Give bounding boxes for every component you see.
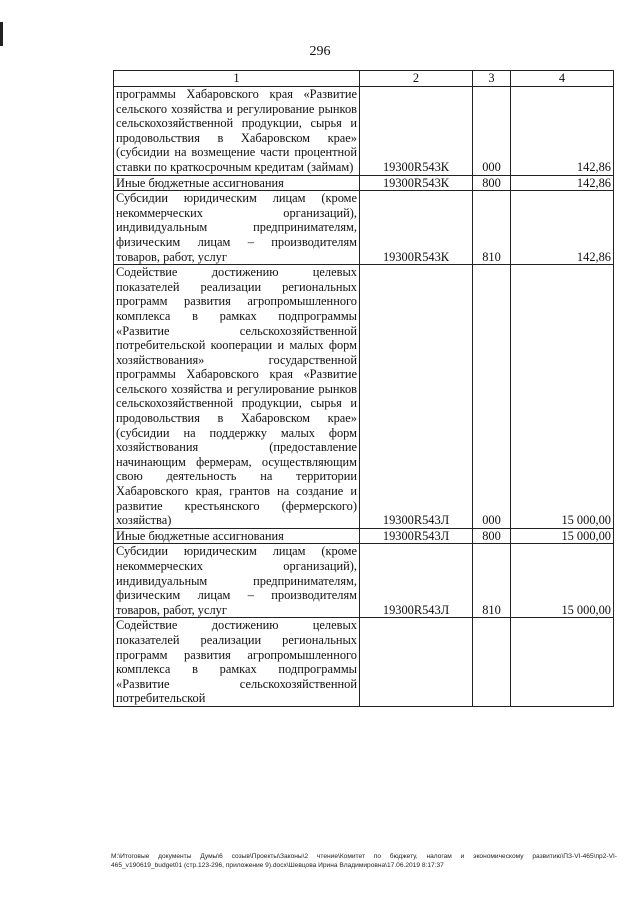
table-row xyxy=(114,618,614,707)
document-file-path-footer: М:\Итоговые документы Думы\6 созыв\Проекты\Законы\2 чтение\Комитет по бюджету, налогам и экономическому развитию\ПЗ-VI-465\пр2-VI-465_v190619_budget01 (стр.123-296, приложение 9).docx\Шевцова Ирина Владимировна\17.06.2019 8:17:37 xyxy=(111,853,617,869)
page-number: 296 xyxy=(309,44,331,59)
row-description: Содействие достижению целевых показателей реализации региональных программ развития агропромышленного комплекса в рамках подпрограммы «Развитие сельскохозяйственной потребительской кооперации и малых форм хозяйствования» государственной программы Хабаровского края «Развитие сельского хозяйства и регулирование рынков сельскохозяйственной продукции, сырья и продовольствия в Хабаровском крае» (субсидии на поддержку малых форм хозяйствования (предоставление начинающим фермерам, осуществляющим свою деятельность на территории Хабаровского края, грантов на создание и развитие крестьянского (фермерского) хозяйства) xyxy=(114,265,360,529)
row-amount xyxy=(511,618,614,707)
row-expense-type: 800 xyxy=(473,175,511,191)
scan-edge-mark xyxy=(0,22,3,46)
row-expense-type: 810 xyxy=(473,544,511,618)
row-amount: 142,86 xyxy=(511,175,614,191)
row-description: Субсидии юридическим лицам (кроме некоммерческих организаций), индивидуальным предпринимателям, физическим лицам – производителям товаров, работ, услуг xyxy=(114,191,360,265)
row-expense-type: 000 xyxy=(473,265,511,529)
column-header-description: 1 xyxy=(114,71,360,87)
row-target-code: 19300R543К xyxy=(360,191,473,265)
table-row xyxy=(114,265,614,529)
row-amount: 15 000,00 xyxy=(511,544,614,618)
row-description: Содействие достижению целевых показателей реализации региональных программ развития агропромышленного комплекса в рамках подпрограммы «Развитие сельскохозяйственной потребительской xyxy=(114,618,360,707)
row-amount: 142,86 xyxy=(511,191,614,265)
table-row xyxy=(114,191,614,265)
row-target-code: 19300R543К xyxy=(360,87,473,176)
row-target-code: 19300R543К xyxy=(360,175,473,191)
row-target-code: 19300R543Л xyxy=(360,265,473,529)
row-expense-type xyxy=(473,618,511,707)
row-expense-type: 000 xyxy=(473,87,511,176)
row-expense-type: 810 xyxy=(473,191,511,265)
row-description: программы Хабаровского края «Развитие сельского хозяйства и регулирование рынков сельскохозяйственной продукции, сырья и продовольствия в Хабаровском крае» (субсидии на возмещение части процентной ставки по краткосрочным кредитам (займам) xyxy=(114,87,360,176)
row-amount: 15 000,00 xyxy=(511,528,614,544)
table-row xyxy=(114,175,614,191)
row-amount: 15 000,00 xyxy=(511,265,614,529)
row-description: Иные бюджетные ассигнования xyxy=(114,175,360,191)
row-expense-type: 800 xyxy=(473,528,511,544)
column-header-expense-type: 3 xyxy=(473,71,511,87)
row-target-code: 19300R543Л xyxy=(360,528,473,544)
table-row xyxy=(114,87,614,176)
column-header-target-code: 2 xyxy=(360,71,473,87)
budget-table xyxy=(113,70,614,707)
table-header-row xyxy=(114,71,614,87)
row-amount: 142,86 xyxy=(511,87,614,176)
table-row xyxy=(114,528,614,544)
row-target-code: 19300R543Л xyxy=(360,544,473,618)
row-description: Субсидии юридическим лицам (кроме некоммерческих организаций), индивидуальным предпринимателям, физическим лицам – производителям товаров, работ, услуг xyxy=(114,544,360,618)
row-description: Иные бюджетные ассигнования xyxy=(114,528,360,544)
table-row xyxy=(114,544,614,618)
column-header-amount: 4 xyxy=(511,71,614,87)
row-target-code xyxy=(360,618,473,707)
